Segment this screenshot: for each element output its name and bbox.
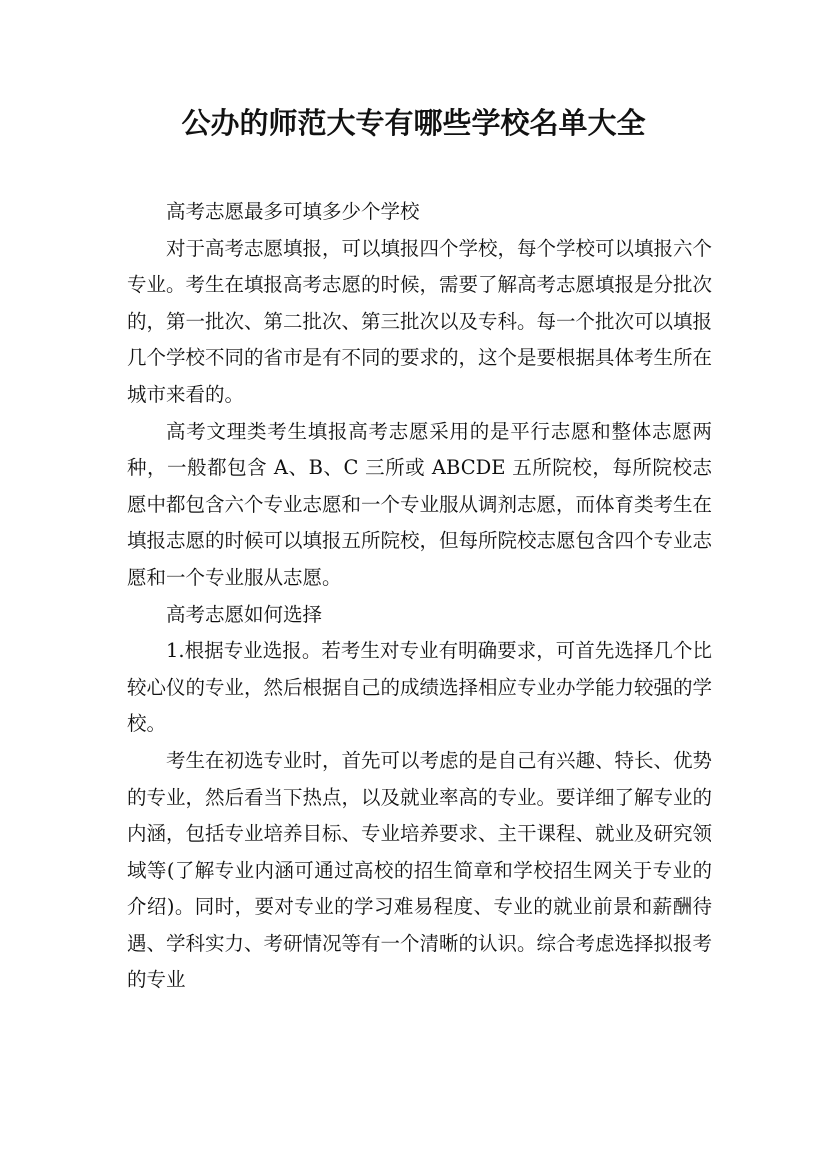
paragraph-parallel-volunteer: 高考文理类考生填报高考志愿采用的是平行志愿和整体志愿两种，一般都包含 A、B、C 三所或 ABCDE 五所院校，每所院校志愿中都包含六个专业志愿和一个专业服从调剂志愿，而体育类考生在填报志愿的时候可以填报五所院校，但每所院校志愿包含四个专业志愿和一个专业服从志愿。 — [127, 419, 713, 589]
paragraph-initial-major-selection: 考生在初选专业时，首先可以考虑的是自己有兴趣、特长、优势的专业，然后看当下热点，以及就业率高的专业。要详细了解专业的内涵，包括专业培养目标、专业培养要求、主干课程、就业及研究领域等(了解专业内涵可通过高校的招生简章和学校招生网关于专业的介绍)。同时，要对专业的学习难易程度、专业的就业前景和薪酬待遇、学科实力、考研情况等有一个清晰的认识。综合考虑选择拟报考的专业 — [127, 748, 713, 992]
paragraph-filling-rules: 对于高考志愿填报，可以填报四个学校，每个学校可以填报六个专业。考生在填报高考志愿的时候，需要了解高考志愿填报是分批次的，第一批次、第二批次、第三批次以及专科。每一个批次可以填报几个学校不同的省市是有不同的要求的，这个是要根据具体考生所在城市来看的。 — [127, 236, 713, 406]
document-title: 公办的师范大专有哪些学校名单大全 — [181, 106, 646, 140]
paragraph-choose-by-major: 1.根据专业选报。若考生对专业有明确要求，可首先选择几个比较心仪的专业，然后根据自己的成绩选择相应专业办学能力较强的学校。 — [127, 639, 713, 736]
section-heading-how-to-choose: 高考志愿如何选择 — [166, 602, 323, 626]
section-heading-max-schools: 高考志愿最多可填多少个学校 — [166, 200, 420, 223]
document-body — [127, 194, 712, 999]
